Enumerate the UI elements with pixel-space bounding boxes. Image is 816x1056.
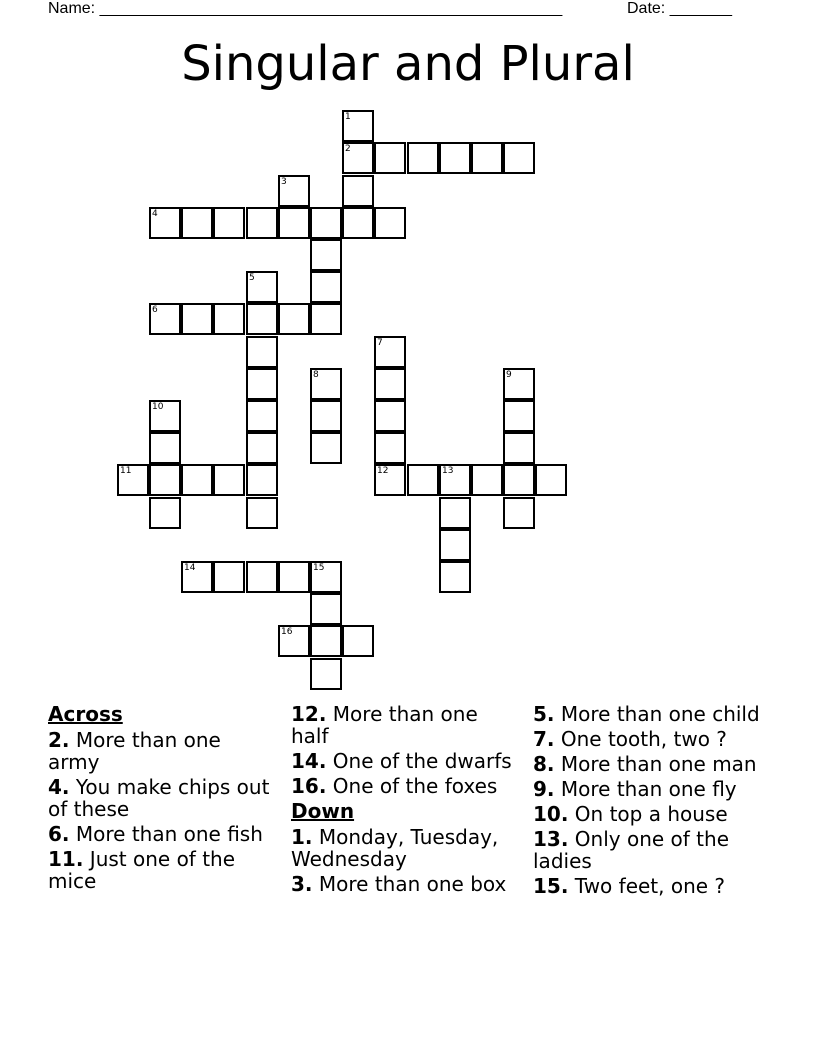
clue-down-8: 8. More than one man xyxy=(533,752,757,776)
grid-cell[interactable] xyxy=(181,303,213,335)
grid-cell[interactable] xyxy=(374,142,406,174)
grid-cell[interactable] xyxy=(439,529,471,561)
down-heading: Down xyxy=(291,799,355,823)
grid-cell[interactable] xyxy=(149,207,181,239)
grid-cell[interactable] xyxy=(278,303,310,335)
clue-number: 14 xyxy=(184,563,196,573)
grid-cell[interactable] xyxy=(310,593,342,625)
grid-cell[interactable] xyxy=(246,561,278,593)
clue-across-6: 6. More than one fish xyxy=(48,822,263,846)
grid-cell[interactable] xyxy=(503,142,535,174)
grid-cell[interactable] xyxy=(278,561,310,593)
grid-cell[interactable] xyxy=(246,464,278,496)
clue-across-12: 12. More than one half xyxy=(291,702,478,748)
clue-number: 4 xyxy=(152,209,158,219)
clue-number: 11 xyxy=(120,466,132,476)
clue-down-5: 5. More than one child xyxy=(533,702,760,726)
grid-cell[interactable] xyxy=(246,432,278,464)
grid-cell[interactable] xyxy=(246,497,278,529)
grid-cell[interactable] xyxy=(342,625,374,657)
grid-cell[interactable] xyxy=(503,497,535,529)
grid-cell[interactable] xyxy=(503,432,535,464)
grid-cell[interactable] xyxy=(246,303,278,335)
clue-across-14: 14. One of the dwarfs xyxy=(291,749,512,773)
clue-down-9: 9. More than one fly xyxy=(533,777,737,801)
date-field[interactable]: Date: _______ xyxy=(627,0,732,17)
grid-cell[interactable] xyxy=(471,142,503,174)
grid-cell[interactable] xyxy=(117,464,149,496)
name-field[interactable]: Name: ____________________________________________________ xyxy=(48,0,563,17)
clue-across-16: 16. One of the foxes xyxy=(291,774,498,798)
grid-cell[interactable] xyxy=(439,464,471,496)
grid-cell[interactable] xyxy=(310,239,342,271)
clue-across-2: 2. More than one army xyxy=(48,728,221,774)
grid-cell[interactable] xyxy=(181,207,213,239)
grid-cell[interactable] xyxy=(246,271,278,303)
grid-cell[interactable] xyxy=(278,207,310,239)
clue-number: 9 xyxy=(506,370,512,380)
grid-cell[interactable] xyxy=(246,400,278,432)
grid-cell[interactable] xyxy=(439,561,471,593)
clue-number: 5 xyxy=(249,273,255,283)
across-heading: Across xyxy=(48,702,123,726)
clue-down-1: 1. Monday, Tuesday, Wednesday xyxy=(291,825,499,871)
grid-cell[interactable] xyxy=(310,625,342,657)
clue-down-7: 7. One tooth, two ? xyxy=(533,727,727,751)
clue-number: 2 xyxy=(345,144,351,154)
clue-number: 10 xyxy=(152,402,164,412)
grid-cell[interactable] xyxy=(213,303,245,335)
grid-cell[interactable] xyxy=(310,368,342,400)
grid-cell[interactable] xyxy=(374,400,406,432)
grid-cell[interactable] xyxy=(503,368,535,400)
clue-number: 16 xyxy=(281,627,293,637)
grid-cell[interactable] xyxy=(503,400,535,432)
grid-cell[interactable] xyxy=(149,303,181,335)
grid-cell[interactable] xyxy=(503,464,535,496)
grid-cell[interactable] xyxy=(149,497,181,529)
clue-down-13: 13. Only one of the ladies xyxy=(533,827,729,873)
grid-cell[interactable] xyxy=(310,207,342,239)
grid-cell[interactable] xyxy=(342,175,374,207)
grid-cell[interactable] xyxy=(149,400,181,432)
clue-number: 8 xyxy=(313,370,319,380)
grid-cell[interactable] xyxy=(342,110,374,142)
grid-cell[interactable] xyxy=(439,497,471,529)
clue-column-2 xyxy=(291,703,516,898)
grid-cell[interactable] xyxy=(407,142,439,174)
grid-cell[interactable] xyxy=(181,561,213,593)
grid-cell[interactable] xyxy=(342,142,374,174)
clue-number: 3 xyxy=(281,177,287,187)
grid-cell[interactable] xyxy=(310,400,342,432)
clue-number: 1 xyxy=(345,112,351,122)
clue-number: 13 xyxy=(442,466,454,476)
grid-cell[interactable] xyxy=(310,271,342,303)
grid-cell[interactable] xyxy=(149,464,181,496)
clue-across-11: 11. Just one of the mice xyxy=(48,847,236,893)
clue-down-3: 3. More than one box xyxy=(291,872,507,896)
grid-cell[interactable] xyxy=(471,464,503,496)
clue-column-3 xyxy=(533,703,763,900)
grid-cell[interactable] xyxy=(213,207,245,239)
grid-cell[interactable] xyxy=(310,432,342,464)
clue-number: 12 xyxy=(377,466,389,476)
grid-cell[interactable] xyxy=(374,207,406,239)
clue-column-1 xyxy=(48,703,278,895)
grid-cell[interactable] xyxy=(246,336,278,368)
grid-cell[interactable] xyxy=(439,142,471,174)
grid-cell[interactable] xyxy=(374,432,406,464)
clue-down-10: 10. On top a house xyxy=(533,802,728,826)
page-title: Singular and Plural xyxy=(181,36,635,92)
grid-cell[interactable] xyxy=(407,464,439,496)
grid-cell[interactable] xyxy=(181,464,213,496)
grid-cell[interactable] xyxy=(246,207,278,239)
grid-cell[interactable] xyxy=(535,464,567,496)
grid-cell[interactable] xyxy=(246,368,278,400)
clue-number: 6 xyxy=(152,305,158,315)
clue-number: 15 xyxy=(313,563,325,573)
grid-cell[interactable] xyxy=(213,464,245,496)
grid-cell[interactable] xyxy=(278,625,310,657)
clue-across-4: 4. You make chips out of these xyxy=(48,775,270,821)
clue-number: 7 xyxy=(377,338,383,348)
grid-cell[interactable] xyxy=(310,561,342,593)
clue-down-15: 15. Two feet, one ? xyxy=(533,874,726,898)
grid-cell[interactable] xyxy=(149,432,181,464)
grid-cell[interactable] xyxy=(310,658,342,690)
grid-cell[interactable] xyxy=(213,561,245,593)
grid-cell[interactable] xyxy=(278,175,310,207)
grid-cell[interactable] xyxy=(374,464,406,496)
grid-cell[interactable] xyxy=(342,207,374,239)
grid-cell[interactable] xyxy=(374,368,406,400)
grid-cell[interactable] xyxy=(310,303,342,335)
grid-cell[interactable] xyxy=(374,336,406,368)
